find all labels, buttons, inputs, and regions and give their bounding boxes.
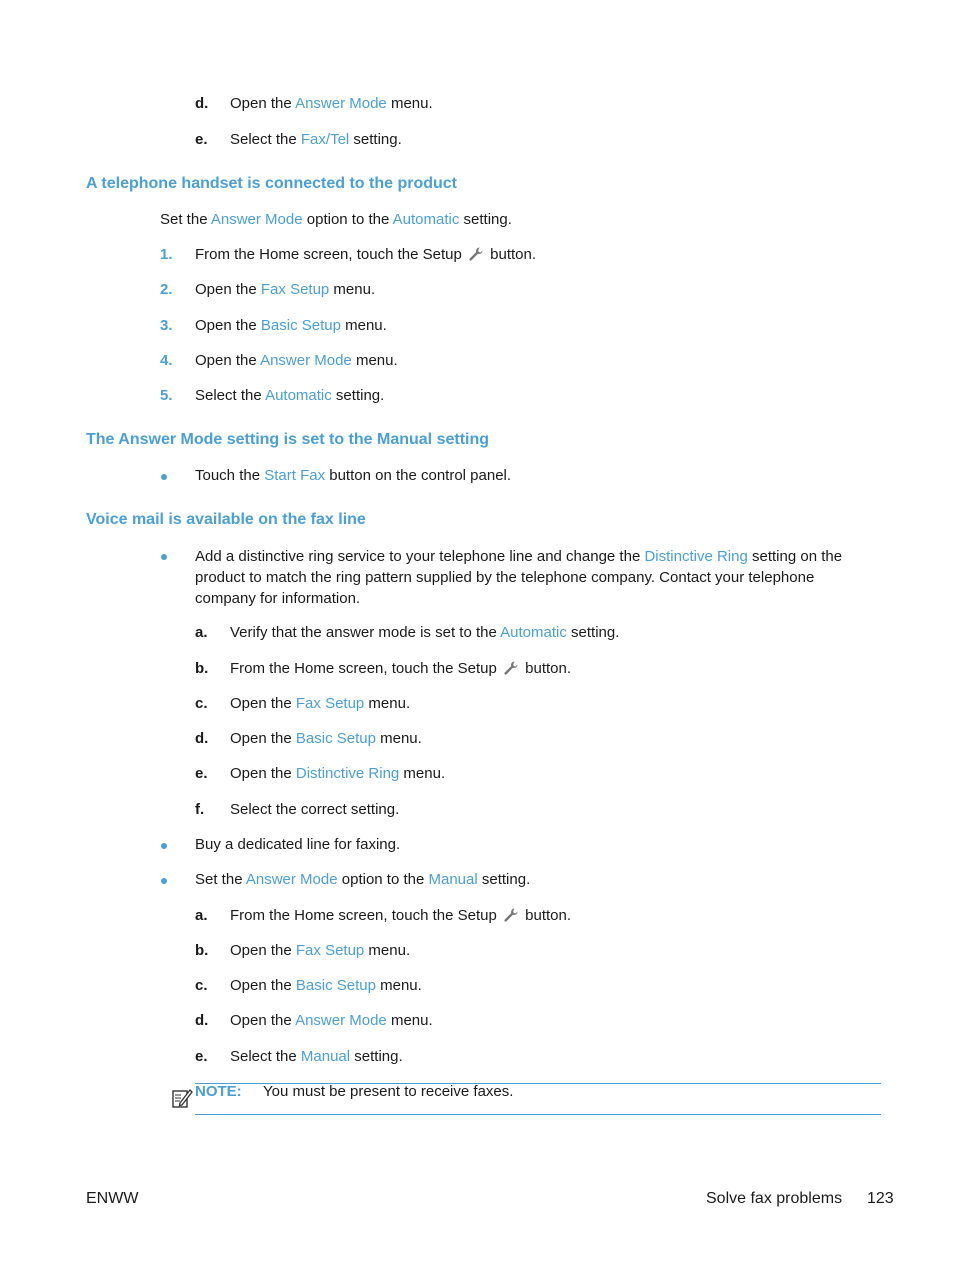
menu-name: Fax Setup xyxy=(295,942,365,959)
footer-left: ENWW xyxy=(86,1190,139,1207)
substep-b xyxy=(195,659,571,679)
step-marker: f. xyxy=(195,801,205,818)
bullet-dot xyxy=(161,878,167,884)
substep-e xyxy=(195,764,445,784)
bullet-start-fax xyxy=(195,466,511,486)
step-text: button. xyxy=(520,660,572,677)
substep-e xyxy=(195,1047,403,1067)
bullet-text: Add a distinctive ring service to your telephone line and change the xyxy=(195,548,645,565)
menu-name: Fax Setup xyxy=(260,281,330,298)
step-text: menu. xyxy=(375,730,422,747)
section-heading-manual: The Answer Mode setting is set to the Manual setting xyxy=(86,431,490,448)
step-marker: e. xyxy=(195,131,208,148)
step-text: From the Home screen, touch the Setup xyxy=(230,660,501,677)
intro-text: option to the xyxy=(302,211,393,228)
note-bottom-rule xyxy=(195,1114,881,1115)
bullet-dot xyxy=(161,843,167,849)
step-number: 1. xyxy=(160,246,173,263)
step-text: Open the xyxy=(230,95,296,112)
step-d-answer-mode xyxy=(195,94,433,114)
substep-d xyxy=(195,1011,433,1031)
section-heading-voice-mail: Voice mail is available on the fax line xyxy=(86,511,366,528)
step-1 xyxy=(160,245,536,265)
step-marker: a. xyxy=(195,907,208,924)
step-marker: b. xyxy=(195,942,209,959)
step-text: Select the xyxy=(195,387,266,404)
bullet-dot xyxy=(161,474,167,480)
wrench-icon xyxy=(503,660,519,676)
substep-c xyxy=(195,694,410,714)
bullet-text: product to match the ring pattern supplied by the telephone company. Contact your telephone xyxy=(195,569,815,586)
step-marker: c. xyxy=(195,695,208,712)
bullet-text: Set the xyxy=(195,871,246,888)
note-icon xyxy=(171,1087,193,1109)
step-text: Select the correct setting. xyxy=(230,801,400,818)
step-text: menu. xyxy=(399,765,446,782)
step-text: button. xyxy=(520,907,572,924)
page-number: 123 xyxy=(867,1190,894,1207)
step-marker: d. xyxy=(195,1012,209,1029)
menu-name: Distinctive Ring xyxy=(295,765,400,782)
step-text: Open the xyxy=(230,942,296,959)
bullet-distinctive-ring xyxy=(195,546,885,609)
step-marker: c. xyxy=(195,977,208,994)
step-text: Open the xyxy=(195,317,261,334)
step-text: Verify that the answer mode is set to the xyxy=(230,624,501,641)
step-text: menu. xyxy=(340,317,387,334)
note xyxy=(195,1082,513,1102)
step-2 xyxy=(160,280,375,300)
intro-text: Set the xyxy=(160,211,211,228)
menu-name: Basic Setup xyxy=(260,317,341,334)
step-4 xyxy=(160,351,398,371)
step-text: menu. xyxy=(329,281,376,298)
step-text: Open the xyxy=(195,281,261,298)
step-text: menu. xyxy=(386,1012,433,1029)
substep-a xyxy=(195,906,571,926)
step-text: Open the xyxy=(230,977,296,994)
step-text: menu. xyxy=(386,95,433,112)
bullet-text: setting. xyxy=(477,871,531,888)
step-marker: e. xyxy=(195,1048,208,1065)
bullet-dot xyxy=(161,554,167,560)
substep-f xyxy=(195,800,399,820)
step-text: Select the xyxy=(230,131,301,148)
menu-name: Answer Mode xyxy=(295,1012,387,1029)
setting-name: Automatic xyxy=(265,387,332,404)
setting-name: Manual xyxy=(300,1048,351,1065)
menu-name: Answer Mode xyxy=(260,352,352,369)
bullet-text: company for information. xyxy=(195,590,361,607)
step-text: menu. xyxy=(364,942,411,959)
step-text: From the Home screen, touch the Setup xyxy=(230,907,501,924)
step-e-fax-tel xyxy=(195,130,402,150)
step-marker: b. xyxy=(195,660,209,677)
step-text: menu. xyxy=(375,977,422,994)
step-marker: a. xyxy=(195,624,208,641)
bullet-dedicated-line: Buy a dedicated line for faxing. xyxy=(195,836,401,853)
intro-text: setting. xyxy=(459,211,512,228)
setting-name: Automatic xyxy=(500,624,567,641)
step-text: Open the xyxy=(230,765,296,782)
substep-b xyxy=(195,941,410,961)
bullet-text: button on the control panel. xyxy=(325,467,512,484)
step-marker: d. xyxy=(195,95,209,112)
step-number: 4. xyxy=(160,352,173,369)
step-number: 2. xyxy=(160,281,173,298)
section-intro xyxy=(160,210,512,230)
step-text: setting. xyxy=(350,1048,403,1065)
step-text: Open the xyxy=(230,695,296,712)
step-marker: d. xyxy=(195,730,209,747)
menu-name: Answer Mode xyxy=(295,95,387,112)
step-5 xyxy=(160,386,384,406)
substep-d xyxy=(195,729,422,749)
step-text: Open the xyxy=(230,730,296,747)
note-text: You must be present to receive faxes. xyxy=(263,1083,514,1100)
step-text: setting. xyxy=(349,131,402,148)
substep-a xyxy=(195,623,619,643)
bullet-text: setting on the xyxy=(747,548,843,565)
bullet-answer-mode-manual xyxy=(195,870,530,890)
step-text: menu. xyxy=(364,695,411,712)
bullet-text: Touch the xyxy=(195,467,265,484)
step-text: Open the xyxy=(195,352,261,369)
step-number: 5. xyxy=(160,387,173,404)
step-3 xyxy=(160,316,387,336)
option-name: Answer Mode xyxy=(245,871,338,888)
setting-name: Manual xyxy=(428,871,478,888)
step-text: menu. xyxy=(351,352,398,369)
menu-name: Basic Setup xyxy=(295,977,376,994)
bullet-text: option to the xyxy=(337,871,429,888)
step-text: From the Home screen, touch the Setup xyxy=(195,246,466,263)
section-heading-handset: A telephone handset is connected to the product xyxy=(86,175,457,192)
menu-name: Fax Setup xyxy=(295,695,365,712)
step-text: setting. xyxy=(331,387,385,404)
step-text: Open the xyxy=(230,1012,296,1029)
menu-name: Basic Setup xyxy=(295,730,376,747)
setting-name: Automatic xyxy=(392,211,460,228)
note-label: NOTE: xyxy=(195,1083,242,1100)
setting-name: Fax/Tel xyxy=(300,131,350,148)
step-number: 3. xyxy=(160,317,173,334)
wrench-icon xyxy=(468,246,484,262)
step-text: button. xyxy=(485,246,537,263)
footer-section: Solve fax problems xyxy=(706,1190,843,1207)
option-name: Answer Mode xyxy=(210,211,303,228)
setting-name: Distinctive Ring xyxy=(644,548,748,565)
step-text: Select the xyxy=(230,1048,301,1065)
substep-c xyxy=(195,976,422,996)
wrench-icon xyxy=(503,907,519,923)
button-name: Start Fax xyxy=(264,467,326,484)
step-text: setting. xyxy=(566,624,620,641)
step-marker: e. xyxy=(195,765,208,782)
